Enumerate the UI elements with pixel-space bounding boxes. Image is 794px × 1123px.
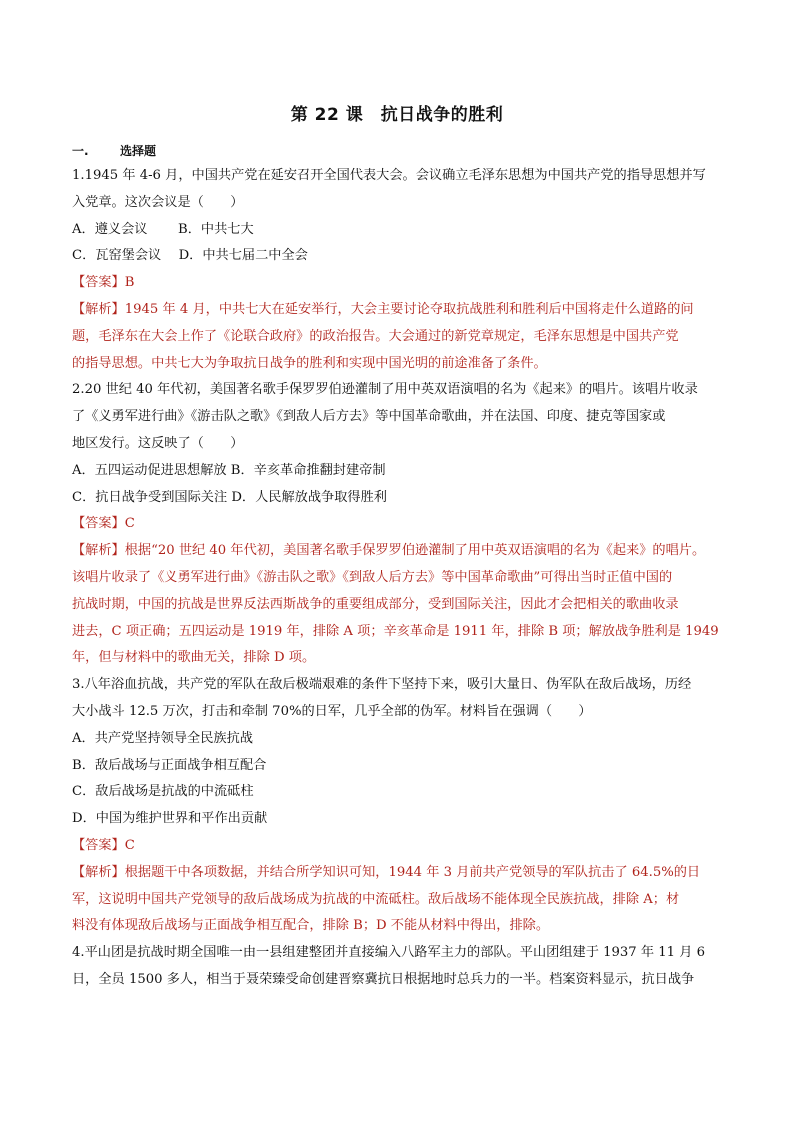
analysis-text: 年，但与材料中的歌曲无关，排除 D 项。 bbox=[72, 650, 316, 666]
question-stem-line: 2.20 世纪 40 年代初，美国著名歌手保罗罗伯逊灌制了用中英双语演唱的名为《起来》的唱片。该唱片收录 bbox=[72, 382, 698, 398]
answer-option-line: C．抗日战争受到国际关注 D．人民解放战争取得胜利 bbox=[72, 489, 387, 505]
analysis-line bbox=[72, 645, 722, 672]
question-block bbox=[72, 377, 722, 672]
question-stem-line: 地区发行。这反映了（ ） bbox=[72, 435, 244, 451]
section-label: 选择题 bbox=[120, 144, 157, 158]
answer-value: C bbox=[124, 516, 135, 532]
analysis-line bbox=[72, 324, 722, 351]
answer-label: 【答案】 bbox=[72, 275, 125, 291]
analysis-text: 料没有体现敌后战场与正面战争相互配合，排除 B；D 不能从材料中得出，排除。 bbox=[72, 918, 550, 934]
analysis-label: 【解析】 bbox=[72, 864, 125, 880]
answer-value: C bbox=[124, 837, 135, 853]
analysis-text: 军，这说明中国共产党领导的敌后战场成为抗战的中流砥柱。敌后战场不能体现全民族抗战，排除 A；材 bbox=[72, 891, 680, 907]
answer-option-line: A．五四运动促进思想解放 B．辛亥革命推翻封建帝制 bbox=[72, 462, 386, 478]
analysis-label: 【解析】 bbox=[72, 301, 125, 317]
answer-option-line: B．敌后战场与正面战争相互配合 bbox=[72, 757, 267, 773]
question-stem-line: 大小战斗 12.5 万次，打击和牵制 70%的日军，几乎全部的伪军。材料旨在强调（ ） bbox=[72, 703, 592, 719]
analysis-line bbox=[72, 619, 722, 646]
page-title: 第 22 课 抗日战争的胜利 bbox=[290, 105, 504, 125]
question-stem-line: 1.1945 年 4-6 月，中国共产党在延安召开全国代表大会。会议确立毛泽东思想为中国共产党的指导思想并写 bbox=[72, 168, 706, 183]
answer-label: 【答案】 bbox=[72, 837, 125, 853]
question-stem-line: 日，全员 1500 多人，相当于聂荣臻受命创建晋察冀抗日根据地时总兵力的一半。档案资料显示，抗日战争 bbox=[72, 971, 695, 987]
question-block bbox=[72, 940, 722, 994]
answer-option-line: A．共产党坚持领导全民族抗战 bbox=[72, 730, 253, 746]
question-stem-line: 了《义勇军进行曲》《游击队之歌》《到敌人后方去》等中国革命歌曲，并在法国、印度、捷克等国家或 bbox=[72, 409, 666, 425]
question-stem-line: 入党章。这次会议是（ ） bbox=[72, 194, 244, 210]
question-block bbox=[72, 672, 722, 940]
analysis-label: 【解析】 bbox=[72, 543, 125, 559]
analysis-line bbox=[72, 592, 722, 619]
answer-line bbox=[72, 270, 722, 297]
analysis-text: 根据“20 世纪 40 年代初，美国著名歌手保罗罗伯逊灌制了用中英双语演唱的名为《起来》的唱片。 bbox=[124, 543, 706, 559]
section-number: 一. bbox=[72, 144, 89, 158]
question-block bbox=[72, 163, 722, 377]
analysis-text: 题，毛泽东在大会上作了《论联合政府》的政治报告。大会通过的新党章规定，毛泽东思想是中国共产党 bbox=[72, 328, 679, 344]
answer-value: B bbox=[124, 275, 135, 291]
analysis-line bbox=[72, 538, 722, 565]
analysis-text: 该唱片收录了《义勇军进行曲》《游击队之歌》《到敌人后方去》等中国革命歌曲”可得出当时正值中国的 bbox=[72, 569, 673, 585]
analysis-text: 进去，C 项正确；五四运动是 1919 年，排除 A 项；辛亥革命是 1911 年，排除 B 项；解放战争胜利是 1949 bbox=[72, 623, 719, 639]
answer-option-line: A．遵义会议 B．中共七大 bbox=[72, 221, 254, 237]
answer-option-line: C．瓦窑堡会议 D．中共七届二中全会 bbox=[72, 248, 308, 264]
analysis-text: 的指导思想。中共七大为争取抗日战争的胜利和实现中国光明的前途准备了条件。 bbox=[72, 355, 547, 371]
analysis-text: 1945 年 4 月，中共七大在延安举行，大会主要讨论夺取抗战胜利和胜利后中国将走什么道路的问 bbox=[124, 301, 694, 317]
answer-option-line: D．中国为维护世界和平作出贡献 bbox=[72, 811, 268, 827]
question-stem-line: 3.八年浴血抗战，共产党的军队在敌后极端艰难的条件下坚持下来，吸引大量日、伪军队在敌后战场，历经 bbox=[72, 677, 692, 693]
answer-line bbox=[72, 511, 722, 538]
question-stem-line: 4.平山团是抗战时期全国唯一由一县组建整团并直接编入八路军主力的部队。平山团组建于 1937 年 11 月 6 bbox=[72, 945, 705, 961]
answer-line bbox=[72, 833, 722, 860]
analysis-line bbox=[72, 297, 722, 324]
question-list bbox=[72, 163, 722, 994]
answer-label: 【答案】 bbox=[72, 516, 125, 532]
analysis-line bbox=[72, 860, 722, 887]
analysis-text: 根据题干中各项数据，并结合所学知识可知，1944 年 3 月前共产党领导的军队抗击了 64.5%的日 bbox=[124, 864, 701, 880]
analysis-text: 抗战时期，中国的抗战是世界反法西斯战争的重要组成部分，受到国际关注，因此才会把相关的歌曲收录 bbox=[72, 596, 679, 612]
answer-option-line: C．敌后战场是抗战的中流砥柱 bbox=[72, 784, 254, 800]
analysis-line bbox=[72, 887, 722, 914]
analysis-line bbox=[72, 913, 722, 940]
analysis-line bbox=[72, 565, 722, 592]
section-heading bbox=[72, 139, 722, 163]
analysis-line bbox=[72, 351, 722, 378]
